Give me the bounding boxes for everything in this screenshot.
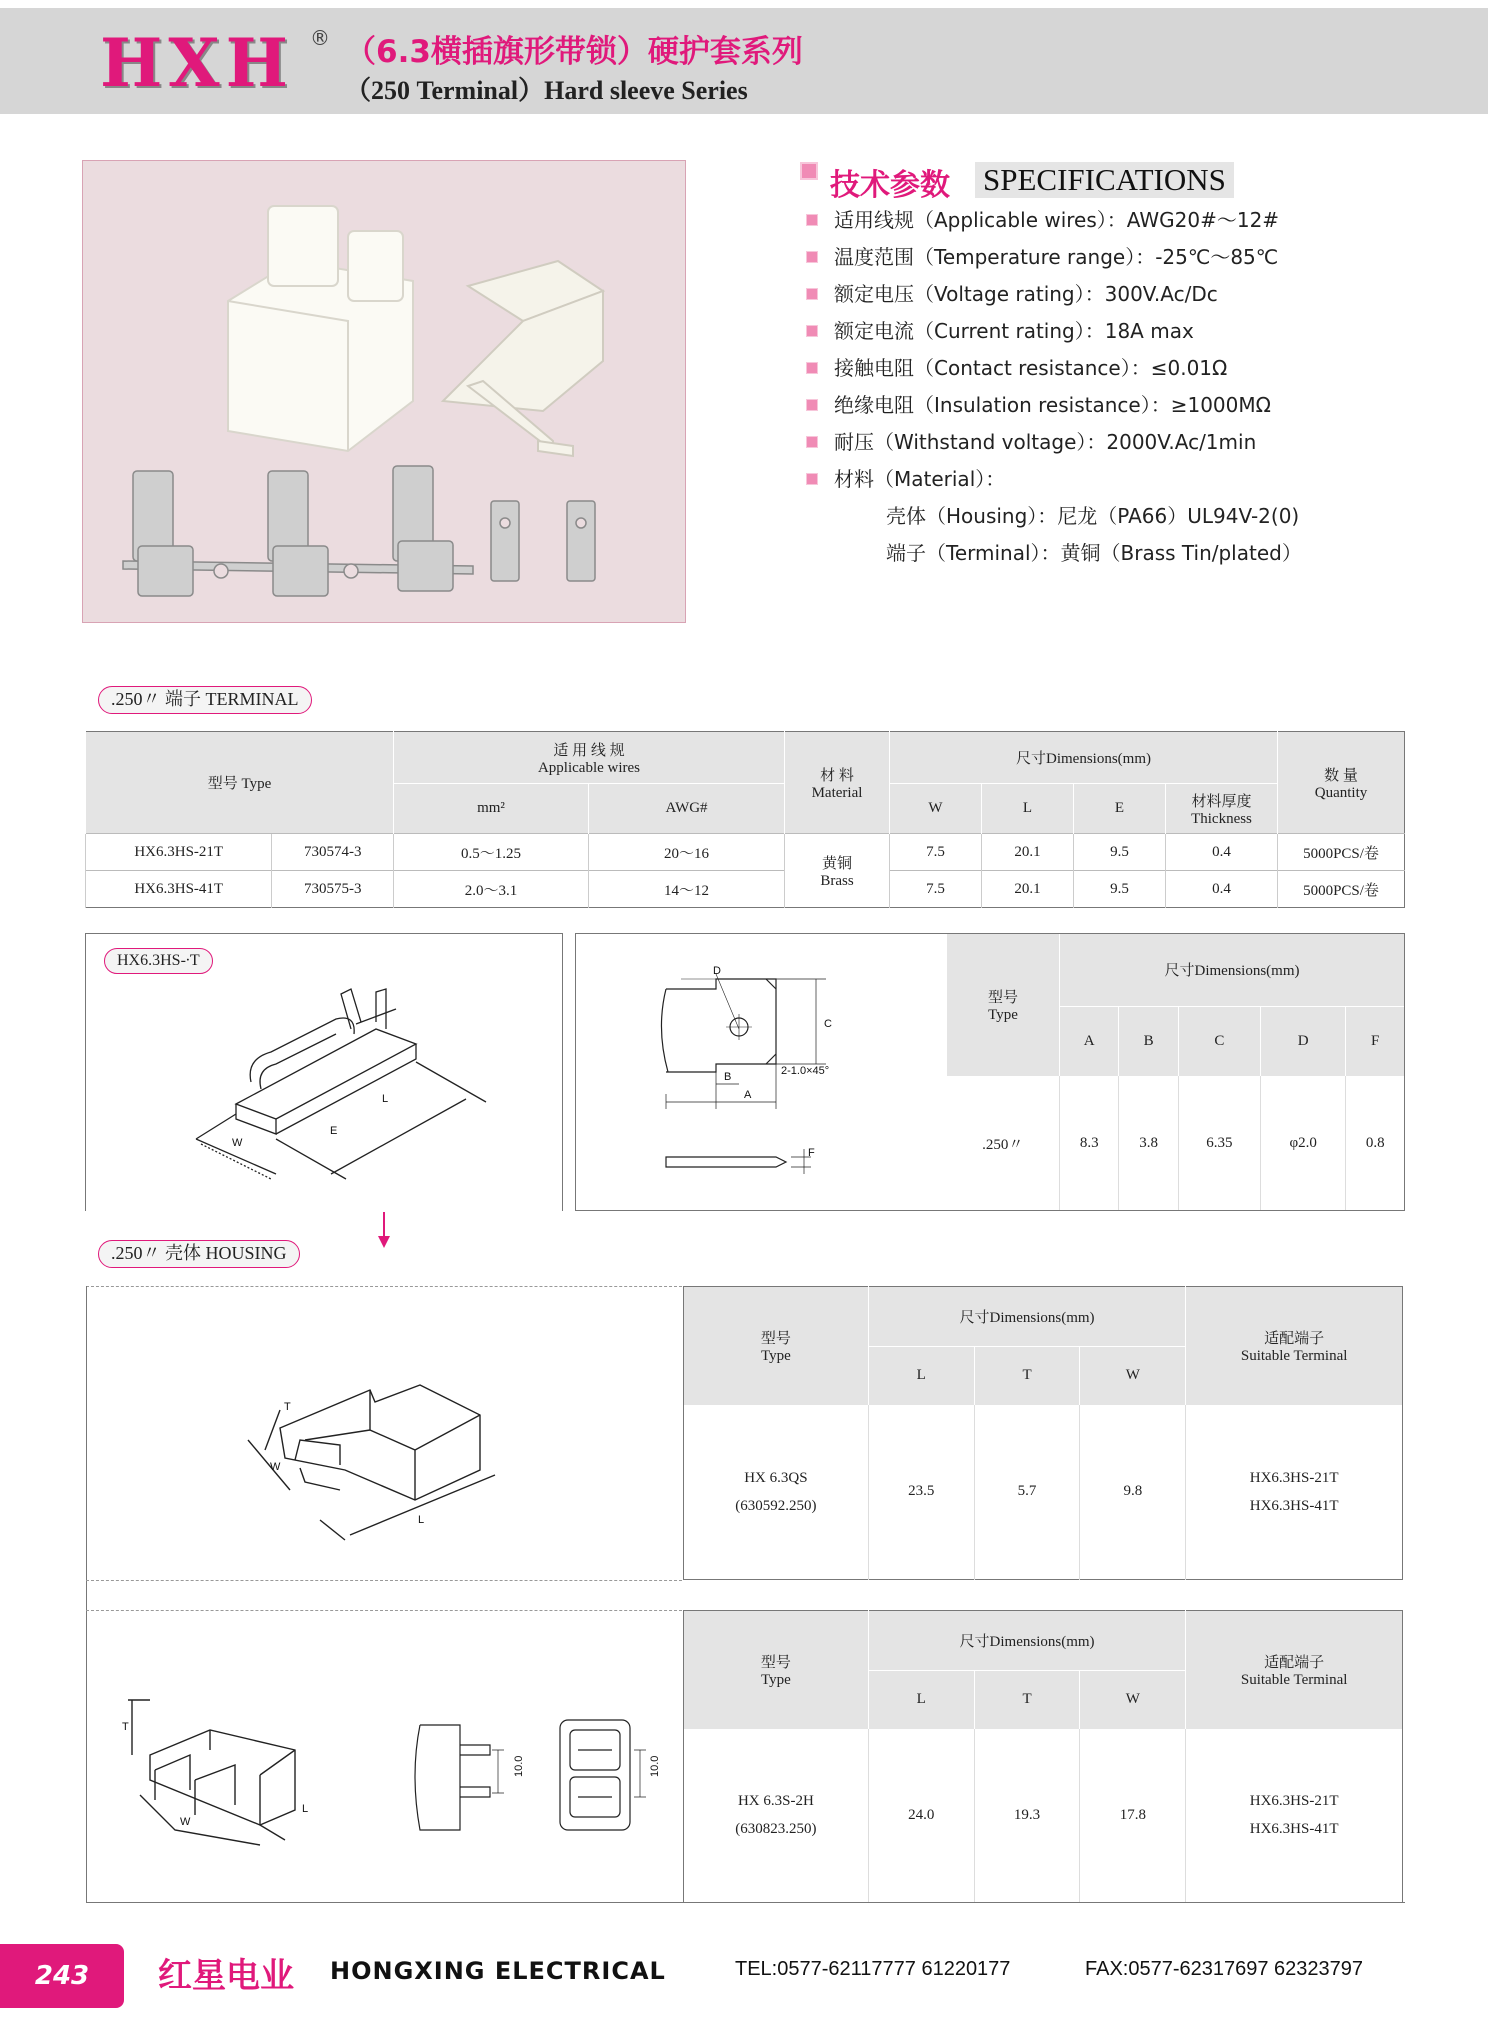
table-row xyxy=(684,1729,1403,1903)
cell-c: 6.35 xyxy=(1178,1076,1260,1210)
spec-row xyxy=(806,242,1302,279)
housing-section-pill: .250〃 壳体 HOUSING xyxy=(98,1240,300,1268)
th-material-en: Material xyxy=(811,784,863,801)
spec-text: 额定电压（Voltage rating）：300V.Ac/Dc xyxy=(834,282,1218,306)
th-w: W xyxy=(890,784,982,834)
bullet-square-icon xyxy=(806,362,818,374)
spec-text: 耐压（Withstand voltage）：2000V.Ac/1min xyxy=(834,430,1257,454)
housing-table-2 xyxy=(683,1610,1403,1902)
cell-type: HX6.3HS-41T xyxy=(86,871,272,908)
dim-label-c: C xyxy=(824,1018,832,1030)
th-type-cn: 型号 xyxy=(760,1654,791,1671)
footer-fax: FAX:0577-62317697 62323797 xyxy=(1085,1958,1364,1980)
housing-single-drawing xyxy=(240,1340,520,1540)
spec-row xyxy=(806,390,1302,427)
th-suitable-cn: 适配端子 xyxy=(1264,1654,1325,1671)
terminal-drawing-pill: HX6.3HS-∙T xyxy=(104,948,213,974)
cell-material xyxy=(785,834,890,908)
housing-double-drawing xyxy=(120,1680,320,1850)
cell-qty: 5000PCS/卷 xyxy=(1278,834,1405,871)
cell-e: 9.5 xyxy=(1074,834,1166,871)
th-type: 型号 Type xyxy=(86,732,394,834)
spec-row xyxy=(806,316,1302,353)
terminal-table xyxy=(85,731,1405,908)
specs-list xyxy=(806,205,1302,575)
th-w: W xyxy=(1080,1671,1186,1729)
title-cn: （6.3横插旗形带锁）硬护套系列 xyxy=(345,34,803,70)
divider xyxy=(86,1286,682,1287)
cell-suitable-1: HX6.3HS-21T xyxy=(1249,1469,1339,1486)
th-w: W xyxy=(1080,1347,1186,1405)
spec-row xyxy=(806,205,1302,242)
cell-mm2: 2.0～3.1 xyxy=(394,871,589,908)
th-l: L xyxy=(868,1671,974,1729)
th-suitable xyxy=(1186,1287,1403,1405)
title-en: （250 Terminal）Hard sleeve Series xyxy=(345,76,748,105)
cell-w: 17.8 xyxy=(1080,1729,1186,1903)
table-row xyxy=(947,1076,1405,1210)
th-type xyxy=(684,1611,869,1729)
th-awg: AWG# xyxy=(589,784,785,834)
housing-table-1 xyxy=(683,1286,1403,1580)
dim-label-w: W xyxy=(232,1137,243,1149)
spec-row xyxy=(806,464,1302,501)
th-type xyxy=(684,1287,869,1405)
terminal-drawing-box xyxy=(85,933,563,1211)
dim-label-l: L xyxy=(302,1803,309,1815)
th-thickness xyxy=(1166,784,1278,834)
spec-text: 额定电流（Current rating）：18A max xyxy=(834,319,1194,343)
bullet-square-icon xyxy=(800,162,818,180)
cell-type-code: (630592.250) xyxy=(735,1497,817,1514)
cell-t: 19.3 xyxy=(974,1729,1080,1903)
dimension-table xyxy=(946,934,1404,1210)
cell-type xyxy=(684,1405,869,1580)
product-photo xyxy=(82,160,686,623)
product-photo-illustration xyxy=(83,161,687,624)
th-d: D xyxy=(1260,1006,1346,1076)
cell-l: 20.1 xyxy=(982,871,1074,908)
th-c: C xyxy=(1178,1006,1260,1076)
dim-label-b: B xyxy=(724,1071,732,1083)
cell-suitable-2: HX6.3HS-41T xyxy=(1249,1821,1339,1838)
cell-type-name: HX 6.3QS xyxy=(744,1469,808,1486)
bullet-square-icon xyxy=(806,436,818,448)
bullet-square-icon xyxy=(806,288,818,300)
th-a: A xyxy=(1060,1006,1119,1076)
frame-bottom xyxy=(86,1902,1405,1903)
company-name-cn: 红星电业 xyxy=(158,1956,294,1996)
cell-suitable-1: HX6.3HS-21T xyxy=(1249,1793,1339,1810)
arrow-down-icon xyxy=(376,1212,392,1252)
th-thickness-cn: 材料厚度 xyxy=(1191,793,1252,810)
cell-l: 20.1 xyxy=(982,834,1074,871)
th-dims: 尺寸Dimensions(mm) xyxy=(1060,934,1405,1006)
frame-left xyxy=(86,1286,87,1902)
cell-type-name: HX 6.3S-2H xyxy=(737,1793,814,1810)
spec-row xyxy=(806,353,1302,390)
th-qty-cn: 数 量 xyxy=(1324,767,1358,784)
cell-l: 23.5 xyxy=(868,1405,974,1580)
company-name-en: HONGXING ELECTRICAL xyxy=(330,1957,666,1985)
bullet-square-icon xyxy=(806,325,818,337)
specs-heading xyxy=(800,162,1226,203)
cell-a: 8.3 xyxy=(1060,1076,1119,1210)
dim-label-10: 10.0 xyxy=(513,1755,525,1777)
th-type-cn: 型号 xyxy=(987,990,1018,1006)
cell-material-en: Brass xyxy=(820,872,854,889)
th-f: F xyxy=(1346,1006,1404,1076)
th-l: L xyxy=(868,1347,974,1405)
th-wires-en: Applicable wires xyxy=(537,759,641,776)
cell-thickness: 0.4 xyxy=(1166,871,1278,908)
th-suitable-en: Suitable Terminal xyxy=(1240,1671,1348,1688)
th-type-en: Type xyxy=(760,1347,791,1364)
cell-type xyxy=(684,1729,869,1903)
table-row xyxy=(684,1405,1403,1580)
dim-label-a: A xyxy=(744,1089,752,1101)
cell-suitable-2: HX6.3HS-41T xyxy=(1249,1497,1339,1514)
footer-tel: TEL:0577-62117777 61220177 xyxy=(735,1958,1011,1980)
spec-text: 适用线规（Applicable wires）：AWG20#～12# xyxy=(834,208,1280,232)
table-row xyxy=(86,871,1405,908)
cell-thickness: 0.4 xyxy=(1166,834,1278,871)
th-t: T xyxy=(974,1671,1080,1729)
th-mm2: mm² xyxy=(394,784,589,834)
cell-suitable xyxy=(1186,1405,1403,1580)
registered-mark: ® xyxy=(310,26,330,50)
th-l: L xyxy=(982,784,1074,834)
dim-label-e: E xyxy=(330,1125,338,1137)
cell-f: 0.8 xyxy=(1346,1076,1404,1210)
cell-w: 9.8 xyxy=(1080,1405,1186,1580)
cell-l: 24.0 xyxy=(868,1729,974,1903)
cell-w: 7.5 xyxy=(890,834,982,871)
cell-suitable xyxy=(1186,1729,1403,1903)
th-type-en: Type xyxy=(760,1671,791,1688)
th-wires-cn: 适 用 线 规 xyxy=(553,742,625,759)
specs-heading-cn: 技术参数 xyxy=(830,168,950,203)
specs-heading-en: SPECIFICATIONS xyxy=(975,162,1234,198)
cell-awg: 20～16 xyxy=(589,834,785,871)
th-e: E xyxy=(1074,784,1166,834)
dim-label-f: F xyxy=(808,1147,815,1159)
th-b: B xyxy=(1119,1006,1178,1076)
spec-row xyxy=(806,427,1302,464)
dim-label-w: W xyxy=(270,1461,281,1473)
divider xyxy=(86,1610,682,1611)
spec-text: 温度范围（Temperature range）：-25℃～85℃ xyxy=(834,245,1279,269)
dim-label-l: L xyxy=(382,1093,389,1105)
th-dims: 尺寸Dimensions(mm) xyxy=(868,1611,1186,1671)
bullet-square-icon xyxy=(806,399,818,411)
th-material xyxy=(785,732,890,834)
cell-w: 7.5 xyxy=(890,871,982,908)
cell-awg: 14～12 xyxy=(589,871,785,908)
th-suitable-cn: 适配端子 xyxy=(1264,1330,1325,1347)
cell-qty: 5000PCS/卷 xyxy=(1278,871,1405,908)
spec-text: 接触电阻（Contact resistance）：≤0.01Ω xyxy=(834,356,1228,380)
cell-mm2: 0.5～1.25 xyxy=(394,834,589,871)
dim-label-w: W xyxy=(180,1816,191,1828)
dim-label-10: 10.0 xyxy=(649,1755,661,1777)
cell-material-cn: 黄铜 xyxy=(821,855,852,872)
th-type-en: Type xyxy=(988,1007,1018,1023)
th-t: T xyxy=(974,1347,1080,1405)
cell-t: 5.7 xyxy=(974,1405,1080,1580)
dim-label-chamfer: 2-1.0×45° xyxy=(781,1065,830,1077)
spec-material-terminal: 端子（Terminal）：黄铜（Brass Tin/plated） xyxy=(886,541,1302,565)
divider xyxy=(86,1580,682,1581)
th-material-cn: 材 料 xyxy=(820,767,854,784)
th-dims: 尺寸Dimensions(mm) xyxy=(890,732,1278,784)
table-row xyxy=(86,834,1405,871)
cell-code: 730574-3 xyxy=(272,834,394,871)
dim-label-t: T xyxy=(284,1401,291,1413)
bullet-square-icon xyxy=(806,214,818,226)
spec-material-housing: 壳体（Housing）：尼龙（PA66）UL94V-2(0) xyxy=(886,504,1300,528)
bullet-square-icon xyxy=(806,473,818,485)
th-qty xyxy=(1278,732,1405,834)
th-qty-en: Quantity xyxy=(1314,784,1368,801)
bullet-square-icon xyxy=(806,251,818,263)
spec-row xyxy=(806,279,1302,316)
th-suitable xyxy=(1186,1611,1403,1729)
spec-text: 绝缘电阻（Insulation resistance）：≥1000MΩ xyxy=(834,393,1271,417)
th-type-cn: 型号 xyxy=(760,1330,791,1347)
cell-e: 9.5 xyxy=(1074,871,1166,908)
cell-type: .250〃 xyxy=(982,1136,1024,1153)
spec-text: 材料（Material）： xyxy=(834,467,1006,491)
cell-code: 730575-3 xyxy=(272,871,394,908)
cell-d: φ2.0 xyxy=(1260,1076,1346,1210)
th-dims: 尺寸Dimensions(mm) xyxy=(868,1287,1186,1347)
cell-b: 3.8 xyxy=(1119,1076,1178,1210)
cell-type: HX6.3HS-21T xyxy=(86,834,272,871)
housing-double-dimension-drawing xyxy=(410,1715,661,1855)
th-suitable-en: Suitable Terminal xyxy=(1240,1347,1348,1364)
terminal-isometric-drawing xyxy=(86,934,562,1210)
th-wires xyxy=(394,732,785,784)
th-thickness-en: Thickness xyxy=(1191,810,1252,827)
dim-label-t: T xyxy=(122,1721,129,1733)
cell-type-code: (630823.250) xyxy=(735,1821,817,1838)
terminal-dimension-drawing xyxy=(576,934,946,1210)
dim-label-l: L xyxy=(418,1514,425,1526)
dim-label-d: D xyxy=(713,965,721,977)
page-number: 243 xyxy=(0,1944,124,2008)
th-type xyxy=(947,934,1060,1076)
brand-logo: HXH xyxy=(100,24,294,102)
terminal-section-pill: .250〃 端子 TERMINAL xyxy=(98,686,312,714)
